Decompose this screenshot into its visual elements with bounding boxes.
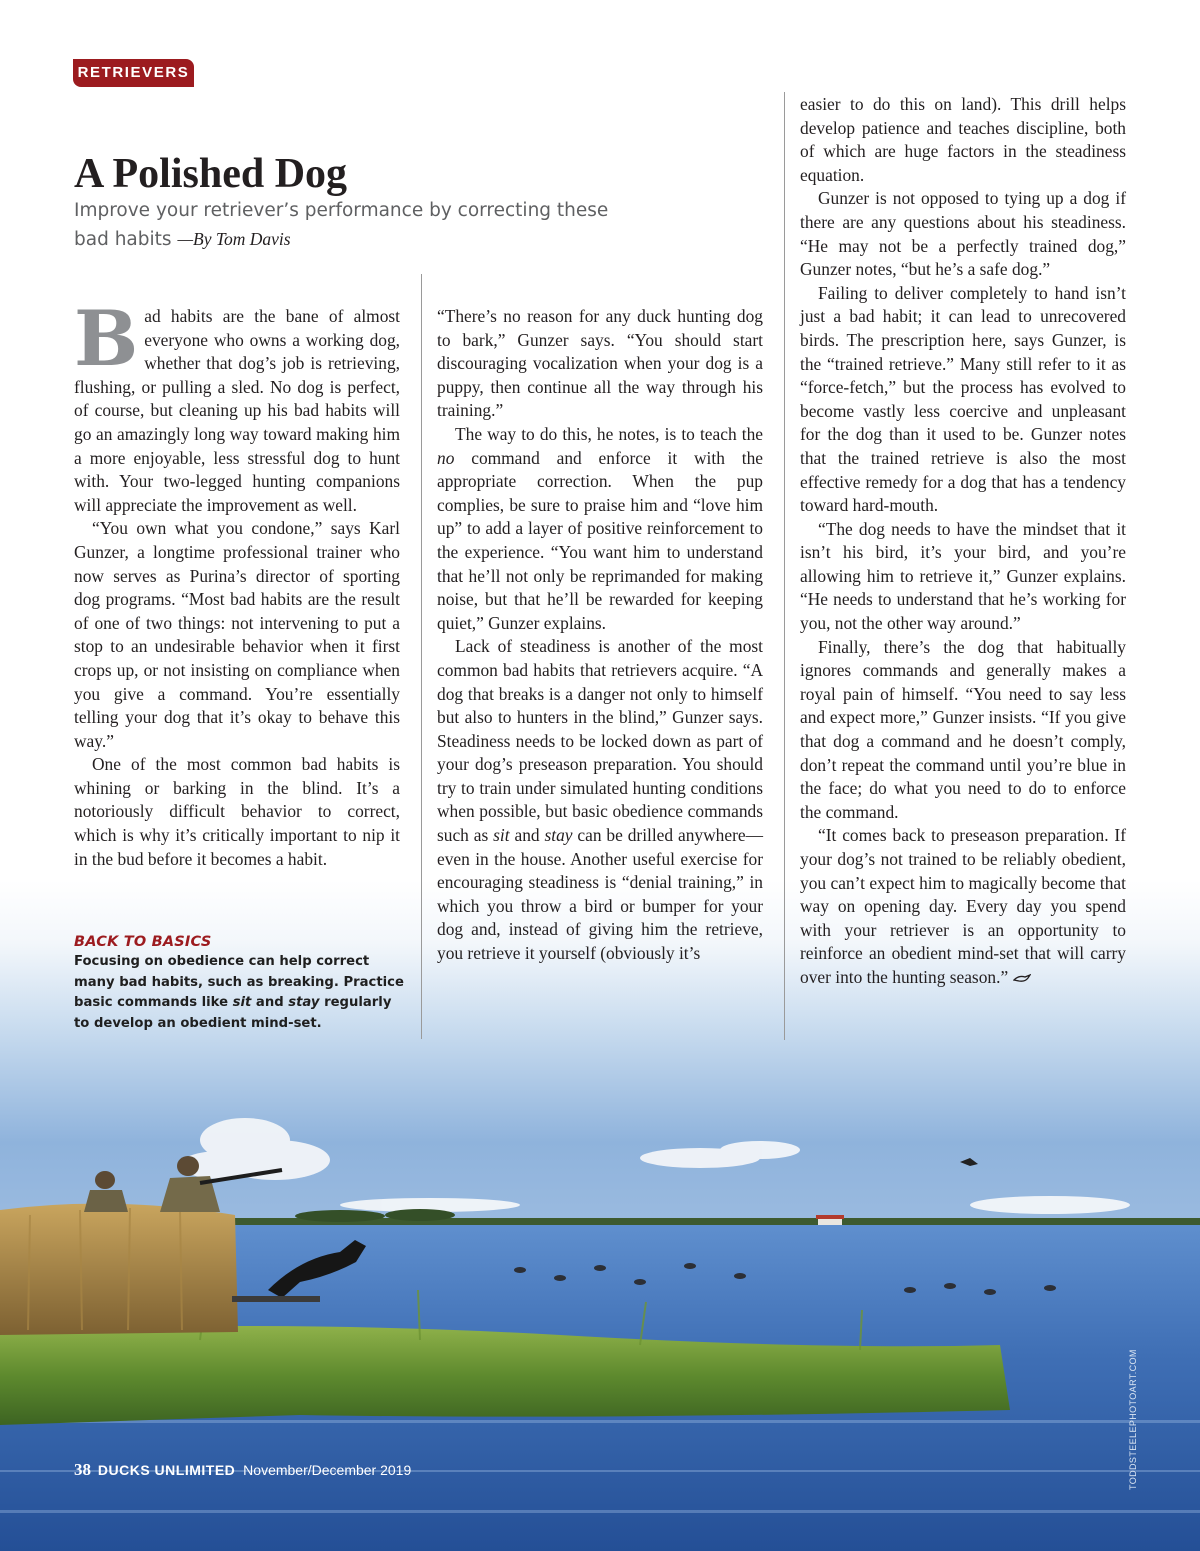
sidebar-text: Focusing on obedience can help correct many bad habits, such as breaking. Practice basic commands like sit and stay regularly to develop an obedient mind-set. bbox=[74, 954, 404, 1031]
paragraph: “You own what you condone,” says Karl Gunzer, a longtime professional trainer who now serves as Purina’s director of sporting dog programs. “Most bad habits are the result of one of two things: not intervening to put a stop to an undesirable behavior when it first crops up, or not insisting on compliance when you give a command. You’re essentially telling your dog that it’s okay to behave this way.” bbox=[74, 518, 400, 751]
article-title: A Polished Dog bbox=[74, 151, 348, 197]
column-divider bbox=[421, 274, 422, 1039]
paragraph: The way to do this, he notes, is to teach the no command and enforce it with the appropriate correction. When the pup complies, be sure to praise him and “love him up” to add a layer of positive reinforcement to the experience. “You want him to understand that he’ll not only be reprimanded for making noise, but that he’ll be rewarded for keeping quiet,” Gunzer explains. bbox=[437, 423, 763, 633]
paragraph: Lack of steadiness is another of the most common bad habits that retrievers acquire. “A dog that breaks is a danger not only to himself but also to hunters in the blind,” Gunzer says. Steadiness needs to be locked down as part of your dog’s preseason preparation. You should try to train under simulated hunting conditions when possible, but basic obedience commands such as sit and stay can be drilled anywhere—even in the house. Another useful exercise for encouraging steadiness is “denial training,” in which you throw a bird or bumper for your dog and, instead of giving him the retrieve, you retrieve it yourself (obviously it’s bbox=[437, 636, 763, 964]
page-number: 38 bbox=[74, 1460, 91, 1479]
paragraph: Finally, there’s the dog that habitually ignores commands and generally makes a royal pain of himself. “You need to say less and expect more,” Gunzer insists. “If you give that dog a command and he doesn’t comply, don’t repeat the command until you’re blue in the face; do what you need to do to enforce the command. bbox=[800, 636, 1126, 822]
article-dek bbox=[74, 196, 614, 254]
paragraph: Bad habits are the bane of almost everyone who owns a working dog, whether that dog’s job is retrieving, flushing, or pulling a sled. No dog is perfect, of course, but cleaning up his bad habits will go an amazingly long way toward making him a more enjoyable, less stressful dog to hunt with. Your two-legged hunting companions will appreciate the improvement as well. bbox=[74, 294, 400, 515]
ducks-unlimited-end-mark-icon bbox=[1013, 973, 1031, 983]
drop-cap: B bbox=[74, 294, 139, 383]
sidebar-tip bbox=[74, 932, 404, 1034]
section-tag: RETRIEVERS bbox=[73, 59, 194, 87]
dek-text: Improve your retriever’s performance by correcting these bad habits bbox=[74, 200, 609, 250]
article-column-3 bbox=[800, 93, 1126, 990]
paragraph: Failing to deliver completely to hand isn’t just a bad habit; it can lead to unrecovered birds. The prescription here, says Gunzer, is the “trained retrieve.” Many still refer to it as “force-fetch,” but the process has evolved to become vastly less coercive and unpleasant for the dog than it used to be. Gunzer notes that the trained retrieve is also the most effective remedy for a dog that has a tendency toward hard-mouth. bbox=[800, 282, 1126, 516]
paragraph: “There’s no reason for any duck hunting dog to bark,” Gunzer says. “You should start discouraging vocalization when your dog is a puppy, then continue all the way through his training.” bbox=[437, 306, 763, 421]
issue-date: November/December 2019 bbox=[243, 1462, 412, 1478]
sidebar-title: BACK TO BASICS bbox=[74, 934, 212, 950]
page-footer bbox=[74, 1460, 411, 1480]
paragraph: easier to do this on land). This drill helps develop patience and teaches discipline, both of which are huge factors in the steadiness equation. bbox=[800, 94, 1126, 185]
paragraph: “It comes back to preseason preparation. If your dog’s not trained to be reliably obedient, you can’t expect him to magically become that way on opening day. Every day you spend with your retriever is an opportunity to reinforce an obedient mind-set that will carry over into the hunting season.” bbox=[800, 825, 1126, 987]
photo-credit: TODDSTEELEPHOTOART.COM bbox=[1128, 1349, 1138, 1490]
column-divider bbox=[784, 92, 785, 1040]
magazine-name: DUCKS UNLIMITED bbox=[97, 1462, 236, 1478]
paragraph: One of the most common bad habits is whining or barking in the blind. It’s a notoriously difficult behavior to correct, which is why it’s critically important to nip it in the bud before it becomes a habit. bbox=[74, 754, 400, 869]
article-column-1 bbox=[74, 294, 400, 871]
article-column-2 bbox=[437, 305, 763, 966]
paragraph: “The dog needs to have the mindset that it isn’t his bird, it’s your bird, and you’re allowing him to retrieve it,” Gunzer explains. “He needs to understand that he’s working for you, not the other way around.” bbox=[800, 518, 1126, 634]
byline: —By Tom Davis bbox=[177, 229, 291, 249]
paragraph: Gunzer is not opposed to tying up a dog if there are any questions about his steadiness. “He may not be a perfectly trained dog,” Gunzer notes, “but he’s a safe dog.” bbox=[800, 188, 1126, 280]
